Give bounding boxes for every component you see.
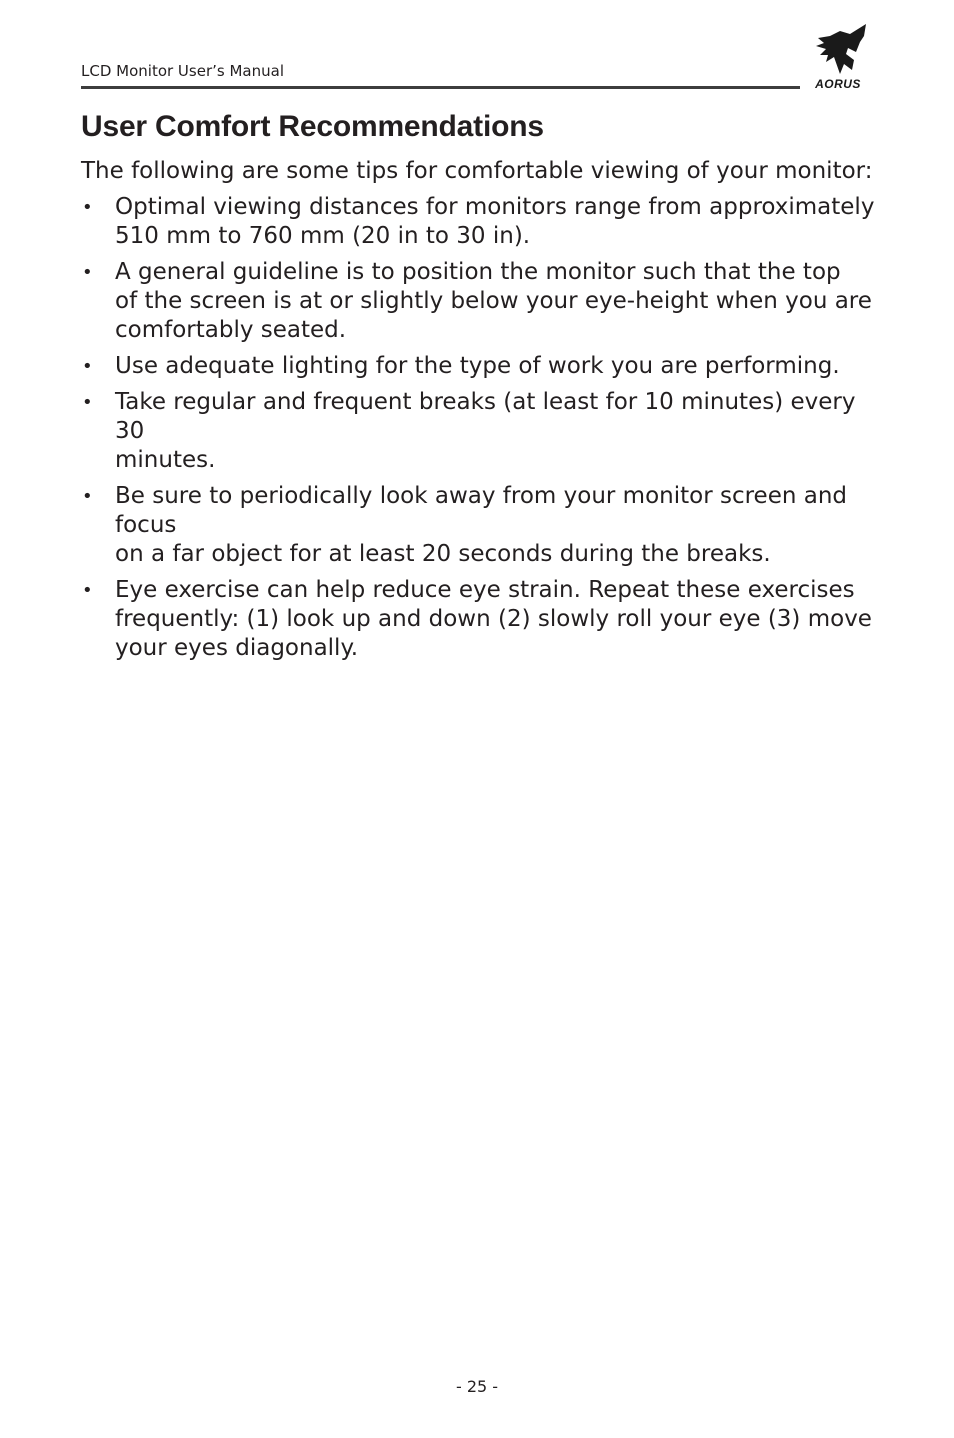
tip-line: of the screen is at or slightly below your eye-height when you are [115, 288, 872, 314]
bullet-icon: • [82, 580, 93, 601]
tip-line: comfortably seated. [115, 317, 347, 343]
tip-line: Eye exercise can help reduce eye strain. Repeat these exercises [115, 577, 855, 603]
list-item [81, 352, 881, 381]
tip-line: your eyes diagonally. [115, 635, 359, 661]
intro-text: The following are some tips for comfortable viewing of your monitor: [81, 158, 873, 184]
page-number: - 25 - [455, 1377, 499, 1396]
list-item [81, 193, 881, 251]
tip-line: frequently: (1) look up and down (2) slowly roll your eye (3) move [115, 606, 872, 632]
bullet-icon: • [82, 486, 93, 507]
list-item [81, 258, 881, 345]
bullet-icon: • [82, 392, 93, 413]
logo-wordmark: AORUS [815, 77, 861, 91]
aorus-logo [804, 22, 870, 92]
tip-line: Optimal viewing distances for monitors range from approximately [115, 194, 875, 220]
tip-line: Use adequate lighting for the type of work you are performing. [115, 353, 840, 379]
bullet-icon: • [82, 262, 93, 283]
tip-line: minutes. [115, 447, 216, 473]
tip-line: Be sure to periodically look away from your monitor screen and focus [115, 483, 848, 538]
tip-line: A general guideline is to position the monitor such that the top [115, 259, 841, 285]
header-rule [81, 86, 800, 89]
list-item [81, 388, 881, 475]
list-item [81, 576, 881, 663]
bullet-icon: • [82, 356, 93, 377]
page-title: User Comfort Recommendations [81, 110, 544, 143]
tip-line: Take regular and frequent breaks (at least for 10 minutes) every 30 [115, 389, 856, 444]
tip-line: on a far object for at least 20 seconds during the breaks. [115, 541, 771, 567]
tip-line: 510 mm to 760 mm (20 in to 30 in). [115, 223, 531, 249]
header-title: LCD Monitor User’s Manual [81, 62, 284, 80]
list-item [81, 482, 881, 569]
tips-list [81, 193, 881, 670]
eagle-head-icon [816, 24, 866, 74]
bullet-icon: • [82, 197, 93, 218]
